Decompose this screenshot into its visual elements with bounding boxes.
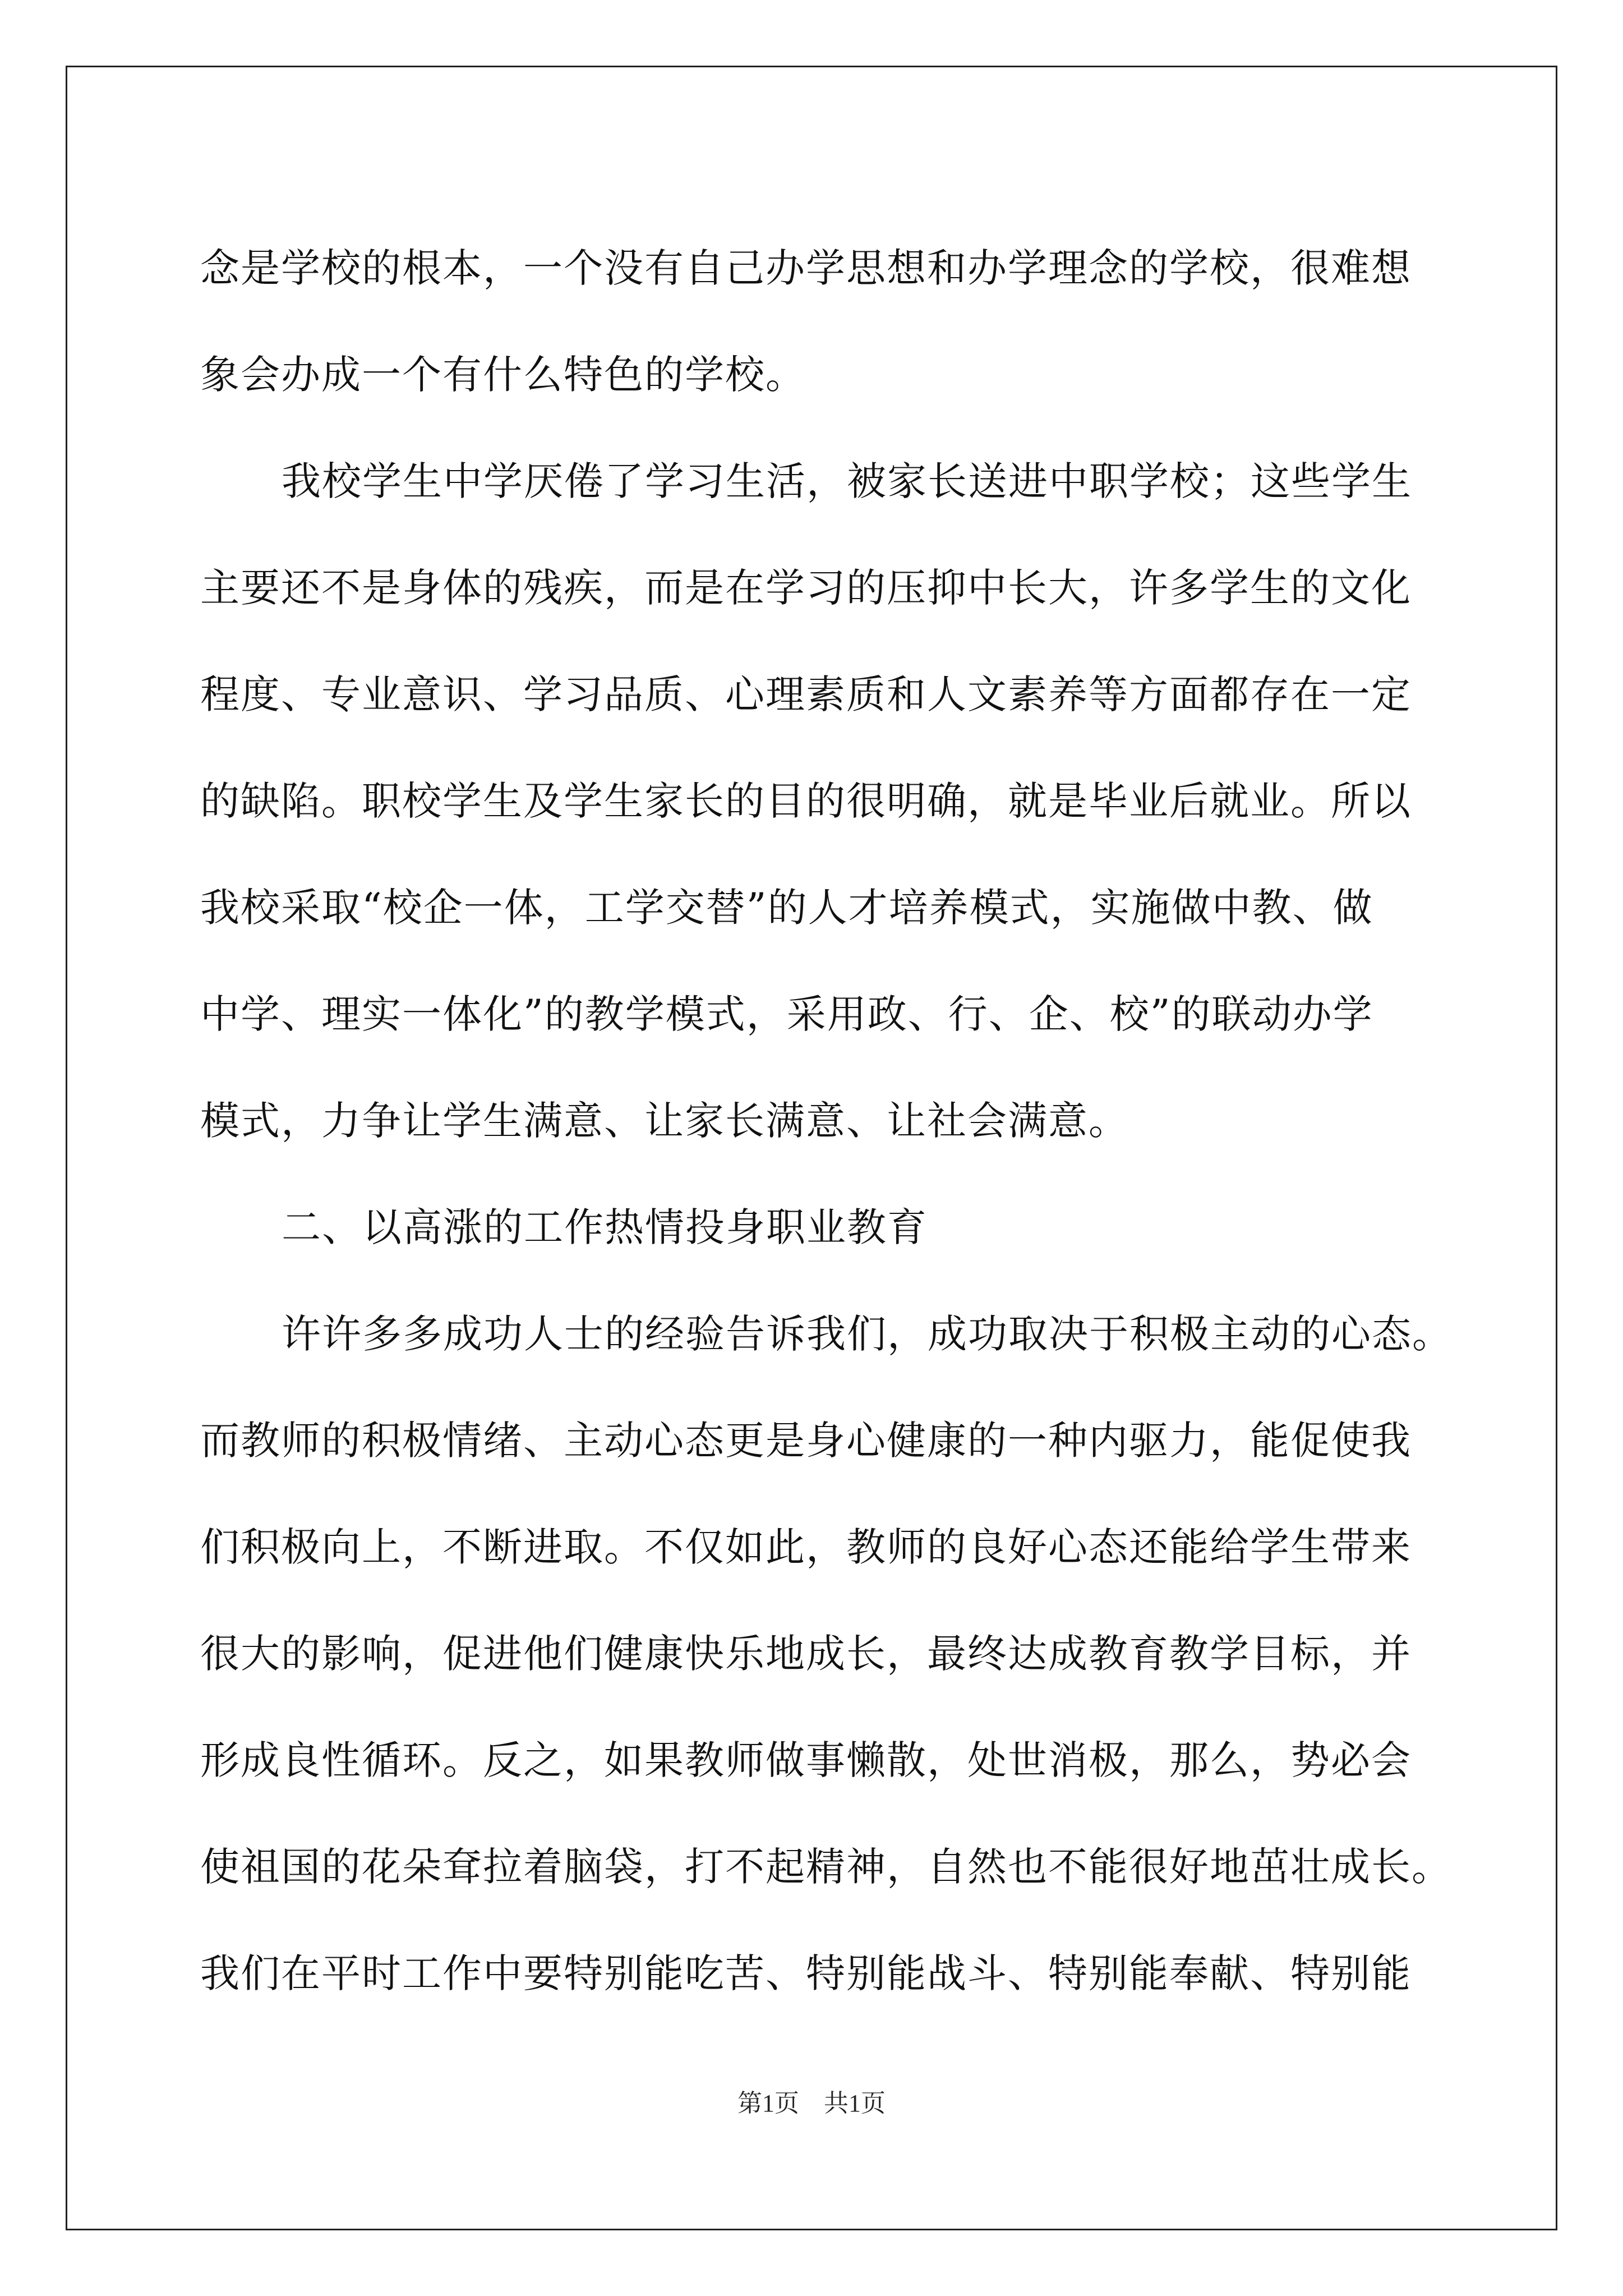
text-line: 形成良性循环。反之，如果教师做事懒散，处世消极，那么，势必会: [200, 1737, 1412, 1783]
text-line: 很大的影响，促进他们健康快乐地成长，最终达成教育教学目标，并: [200, 1631, 1412, 1677]
text-line: 我校采取“校企一体，工学交替”的人才培养模式，实施做中教、做: [200, 885, 1373, 931]
text-line: 主要还不是身体的残疾，而是在学习的压抑中长大，许多学生的文化: [200, 565, 1412, 611]
text-line: 们积极向上，不断进取。不仅如此，教师的良好心态还能给学生带来: [200, 1524, 1412, 1570]
text-line: 中学、理实一体化”的教学模式，采用政、行、企、校”的联动办学: [200, 991, 1373, 1037]
text-line: 而教师的积极情绪、主动心态更是身心健康的一种内驱力，能促使我: [200, 1418, 1412, 1464]
heading-text: 二、以高涨的工作热情投身职业教育: [282, 1204, 928, 1250]
text-line: 我校学生中学厌倦了学习生活，被家长送进中职学校；这些学生: [282, 458, 1412, 504]
page-number-footer: 第1页 共1页: [737, 2090, 886, 2117]
text-line: 程度、专业意识、学习品质、心理素质和人文素养等方面都存在一定: [200, 671, 1412, 717]
text-line: 使祖国的花朵耷拉着脑袋，打不起精神，自然也不能很好地茁壮成长。: [200, 1844, 1452, 1890]
paragraph-3: [200, 1281, 1453, 2027]
document-body: [200, 215, 1453, 2027]
section-heading: [200, 1174, 1434, 1281]
text-line: 念是学校的根本，一个没有自己办学思想和办学理念的学校，很难想: [200, 245, 1412, 291]
text-line: 我们在平时工作中要特别能吃苦、特别能战斗、特别能奉献、特别能: [200, 1950, 1412, 1996]
text-line: 象会办成一个有什么特色的学校。: [200, 352, 806, 398]
paragraph-1: [200, 215, 1434, 428]
text-line: 模式，力争让学生满意、让家长满意、让社会满意。: [200, 1098, 1129, 1144]
text-line: 许许多多成功人士的经验告诉我们，成功取决于积极主动的心态。: [282, 1311, 1453, 1357]
paragraph-2: [200, 428, 1434, 1174]
text-line: 的缺陷。职校学生及学生家长的目的很明确，就是毕业后就业。所以: [200, 778, 1412, 824]
